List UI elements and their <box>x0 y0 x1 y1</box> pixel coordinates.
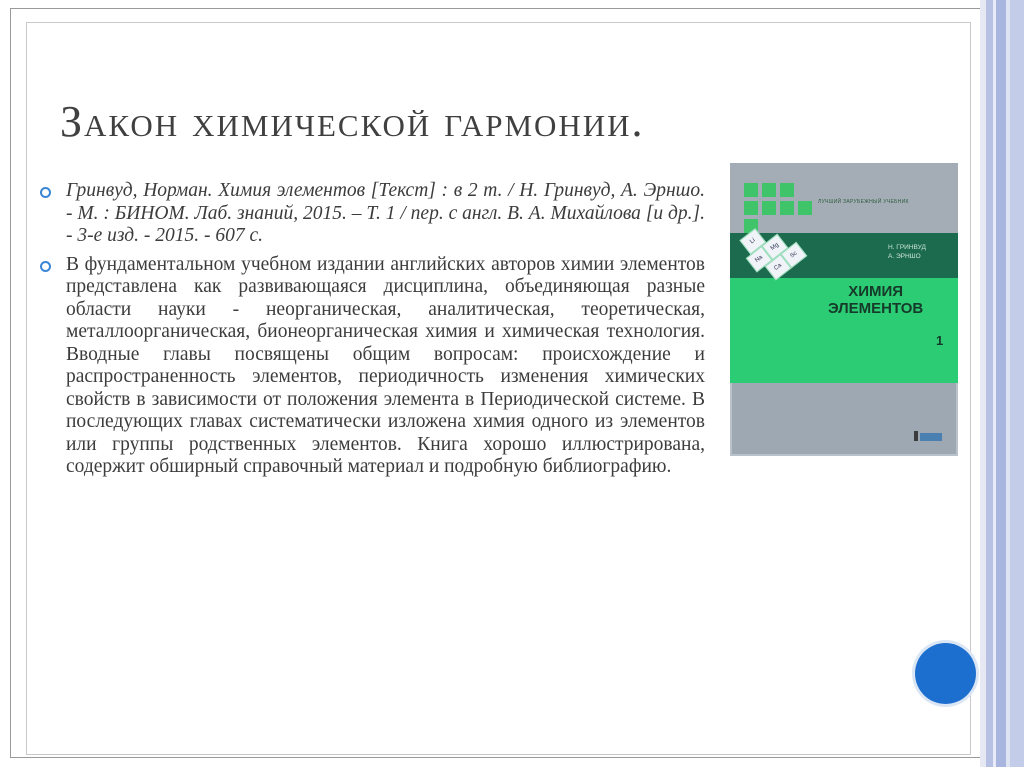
publisher-logo-icon <box>914 431 918 441</box>
bullet-item-description <box>40 254 705 479</box>
element-card: Na <box>746 246 773 272</box>
stripe <box>996 0 1006 767</box>
green-square <box>780 201 794 215</box>
element-card: Li <box>739 228 766 254</box>
book-author: Н. ГРИНВУД <box>888 244 926 251</box>
green-square <box>744 183 758 197</box>
book-series-label: ЛУЧШИЙ ЗАРУБЕЖНЫЙ УЧЕБНИК <box>818 199 909 205</box>
stripe <box>1010 0 1024 767</box>
book-volume: 1 <box>936 333 944 348</box>
green-square <box>780 183 794 197</box>
decorative-circle <box>915 643 976 704</box>
stripe <box>986 0 993 767</box>
slide-title: Закон химической гармонии. <box>60 97 645 146</box>
bullet-circle-icon <box>40 261 51 272</box>
green-square <box>762 183 776 197</box>
green-square <box>744 201 758 215</box>
bullet-circle-icon <box>40 187 51 198</box>
book-authors <box>888 243 926 261</box>
description-text: В фундаментальном учебном издании английских авторов химии элементов представлена как развивающаяся дисциплина, объединяющая разные области науки - неорганическая, аналитическая, теоретическая, металлоорганическая, бионеорганическая химия и химическая технология. Вводные главы посвящены общим вопросам: происхождение и распространенность элементов, периодичность изменения химических свойств в зависимости от положения элемента в Периодической системе. В последующих главах систематически изложена химия одного из элементов или группы родственных элементов. Книга хорошо иллюстрирована, содержит обширный справочный материал и подробную библиографию. <box>66 253 705 477</box>
element-card: Sc <box>780 242 807 268</box>
element-card: Mg <box>762 234 789 260</box>
book-title-line: ХИМИЯ <box>848 283 904 300</box>
green-square <box>798 201 812 215</box>
publisher-badge <box>920 433 942 441</box>
decorative-stripes <box>980 0 1024 767</box>
element-card: Ca <box>765 254 792 280</box>
book-cover-image <box>730 163 958 456</box>
book-author: А. ЭРНШО <box>888 253 921 260</box>
slide-content <box>40 180 705 485</box>
book-title-line: ЭЛЕМЕНТОВ <box>828 300 924 317</box>
book-title <box>828 283 923 317</box>
bullet-item-citation <box>40 180 705 248</box>
citation-text: Гринвуд, Норман. Химия элементов [Текст] : в 2 т. / Н. Гринвуд, А. Эрншо. - М. : БИНОМ. Лаб. знаний, 2015. – Т. 1 / пер. с англ. В. А. Михайлова [и др.]. - 3-е изд. - 2015. - 607 с. <box>66 180 705 246</box>
